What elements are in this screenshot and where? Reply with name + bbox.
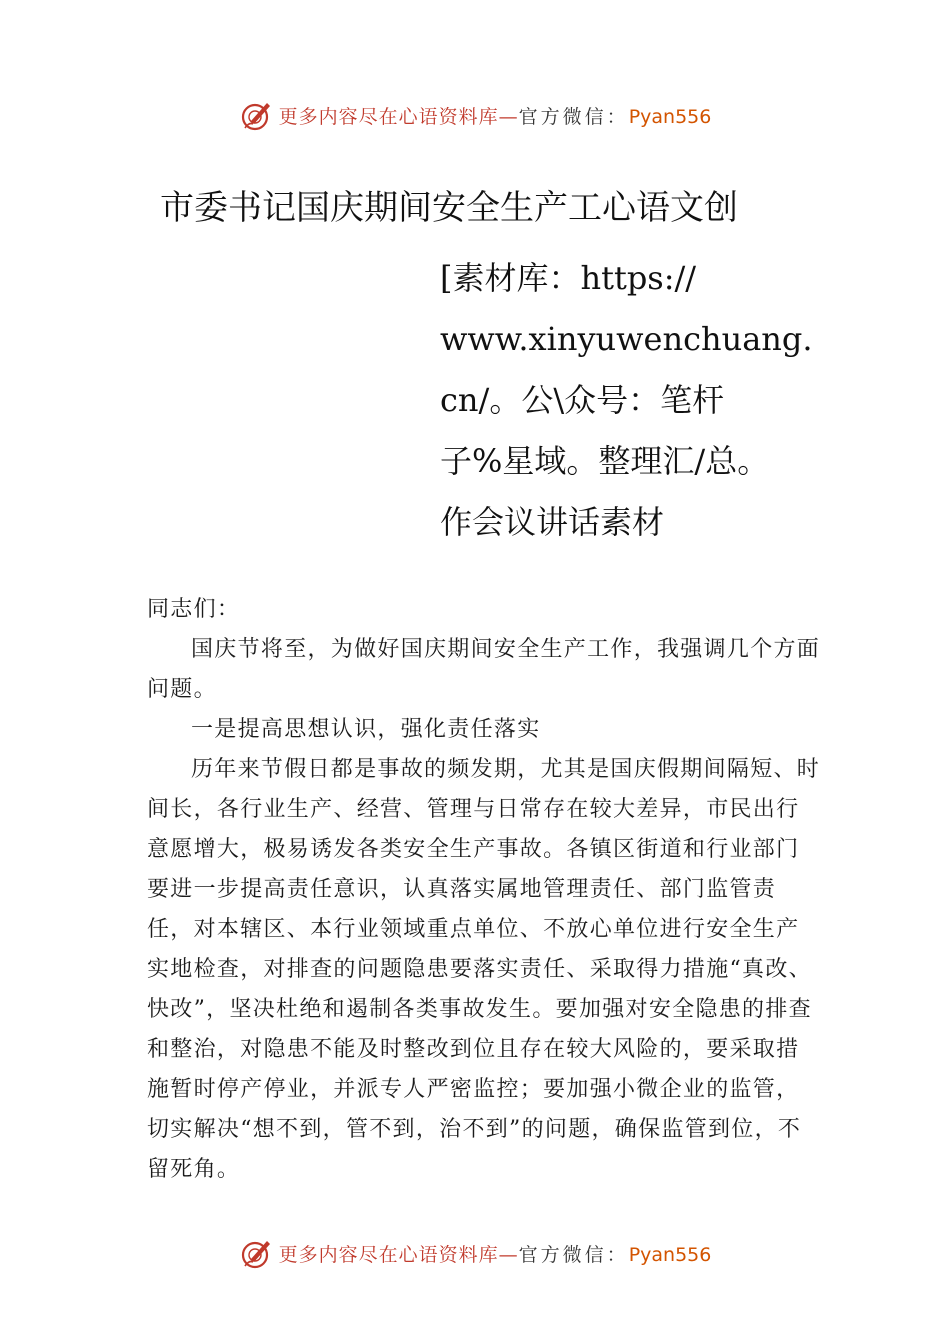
brush-logo-icon xyxy=(239,98,273,132)
paragraph: 历年来节假日都是事故的频发期，尤其是国庆假期间隔短、时间长，各行业生产、经营、管理与日常存在较大差异，市民出行意愿增大，极易诱发各类安全生产事故。各镇区街道和行业部门要进一步提高责任意识，认真落实属地管理责任、部门监管责任，对本辖区、本行业领域重点单位、不放心单位进行安全生产实地检查，对排查的问题隐患要落实责任、采取得力措施“真改、快改”，坚决杜绝和遏制各类事故发生。要加强对安全隐患的排查和整治，对隐患不能及时整改到位且存在较大风险的，要采取措施暂时停产停业，并派专人严密监控；要加强小微企业的监管，切实解决“想不到，管不到，治不到”的问题，确保监管到位，不留死角。 xyxy=(147,757,821,1182)
header-banner xyxy=(0,95,950,135)
document-body xyxy=(147,590,822,1190)
banner-wechat-label: 官方微信： xyxy=(518,105,629,128)
aside-line: cn/。公\众号：笔杆 xyxy=(440,381,725,419)
banner-wechat-id: Pyan556 xyxy=(628,105,712,128)
watermark-aside xyxy=(440,248,813,553)
aside-line: [素材库：https:// xyxy=(440,259,697,297)
footer-banner xyxy=(0,1233,950,1273)
section-heading: 一是提高思想认识，强化责任落实 xyxy=(191,717,541,742)
banner-separator: — xyxy=(498,105,519,128)
banner-wechat-label: 官方微信： xyxy=(518,1243,629,1266)
aside-line: 作会议讲话素材 xyxy=(440,503,665,541)
banner-text xyxy=(279,102,712,129)
banner-slogan: 更多内容尽在心语资料库 xyxy=(278,1243,499,1266)
banner-separator: — xyxy=(498,1243,519,1266)
greeting: 同志们： xyxy=(147,597,241,622)
aside-line: 子%星域。整理汇/总。 xyxy=(440,442,770,480)
banner-slogan: 更多内容尽在心语资料库 xyxy=(278,105,499,128)
banner-wechat-id: Pyan556 xyxy=(628,1243,712,1266)
banner-text xyxy=(279,1240,712,1267)
brush-logo-icon xyxy=(239,1236,273,1270)
document-title: 市委书记国庆期间安全生产工心语文创 xyxy=(160,188,738,228)
paragraph: 国庆节将至，为做好国庆期间安全生产工作，我强调几个方面问题。 xyxy=(147,637,821,702)
aside-line: www.xinyuwenchuang. xyxy=(440,320,813,358)
